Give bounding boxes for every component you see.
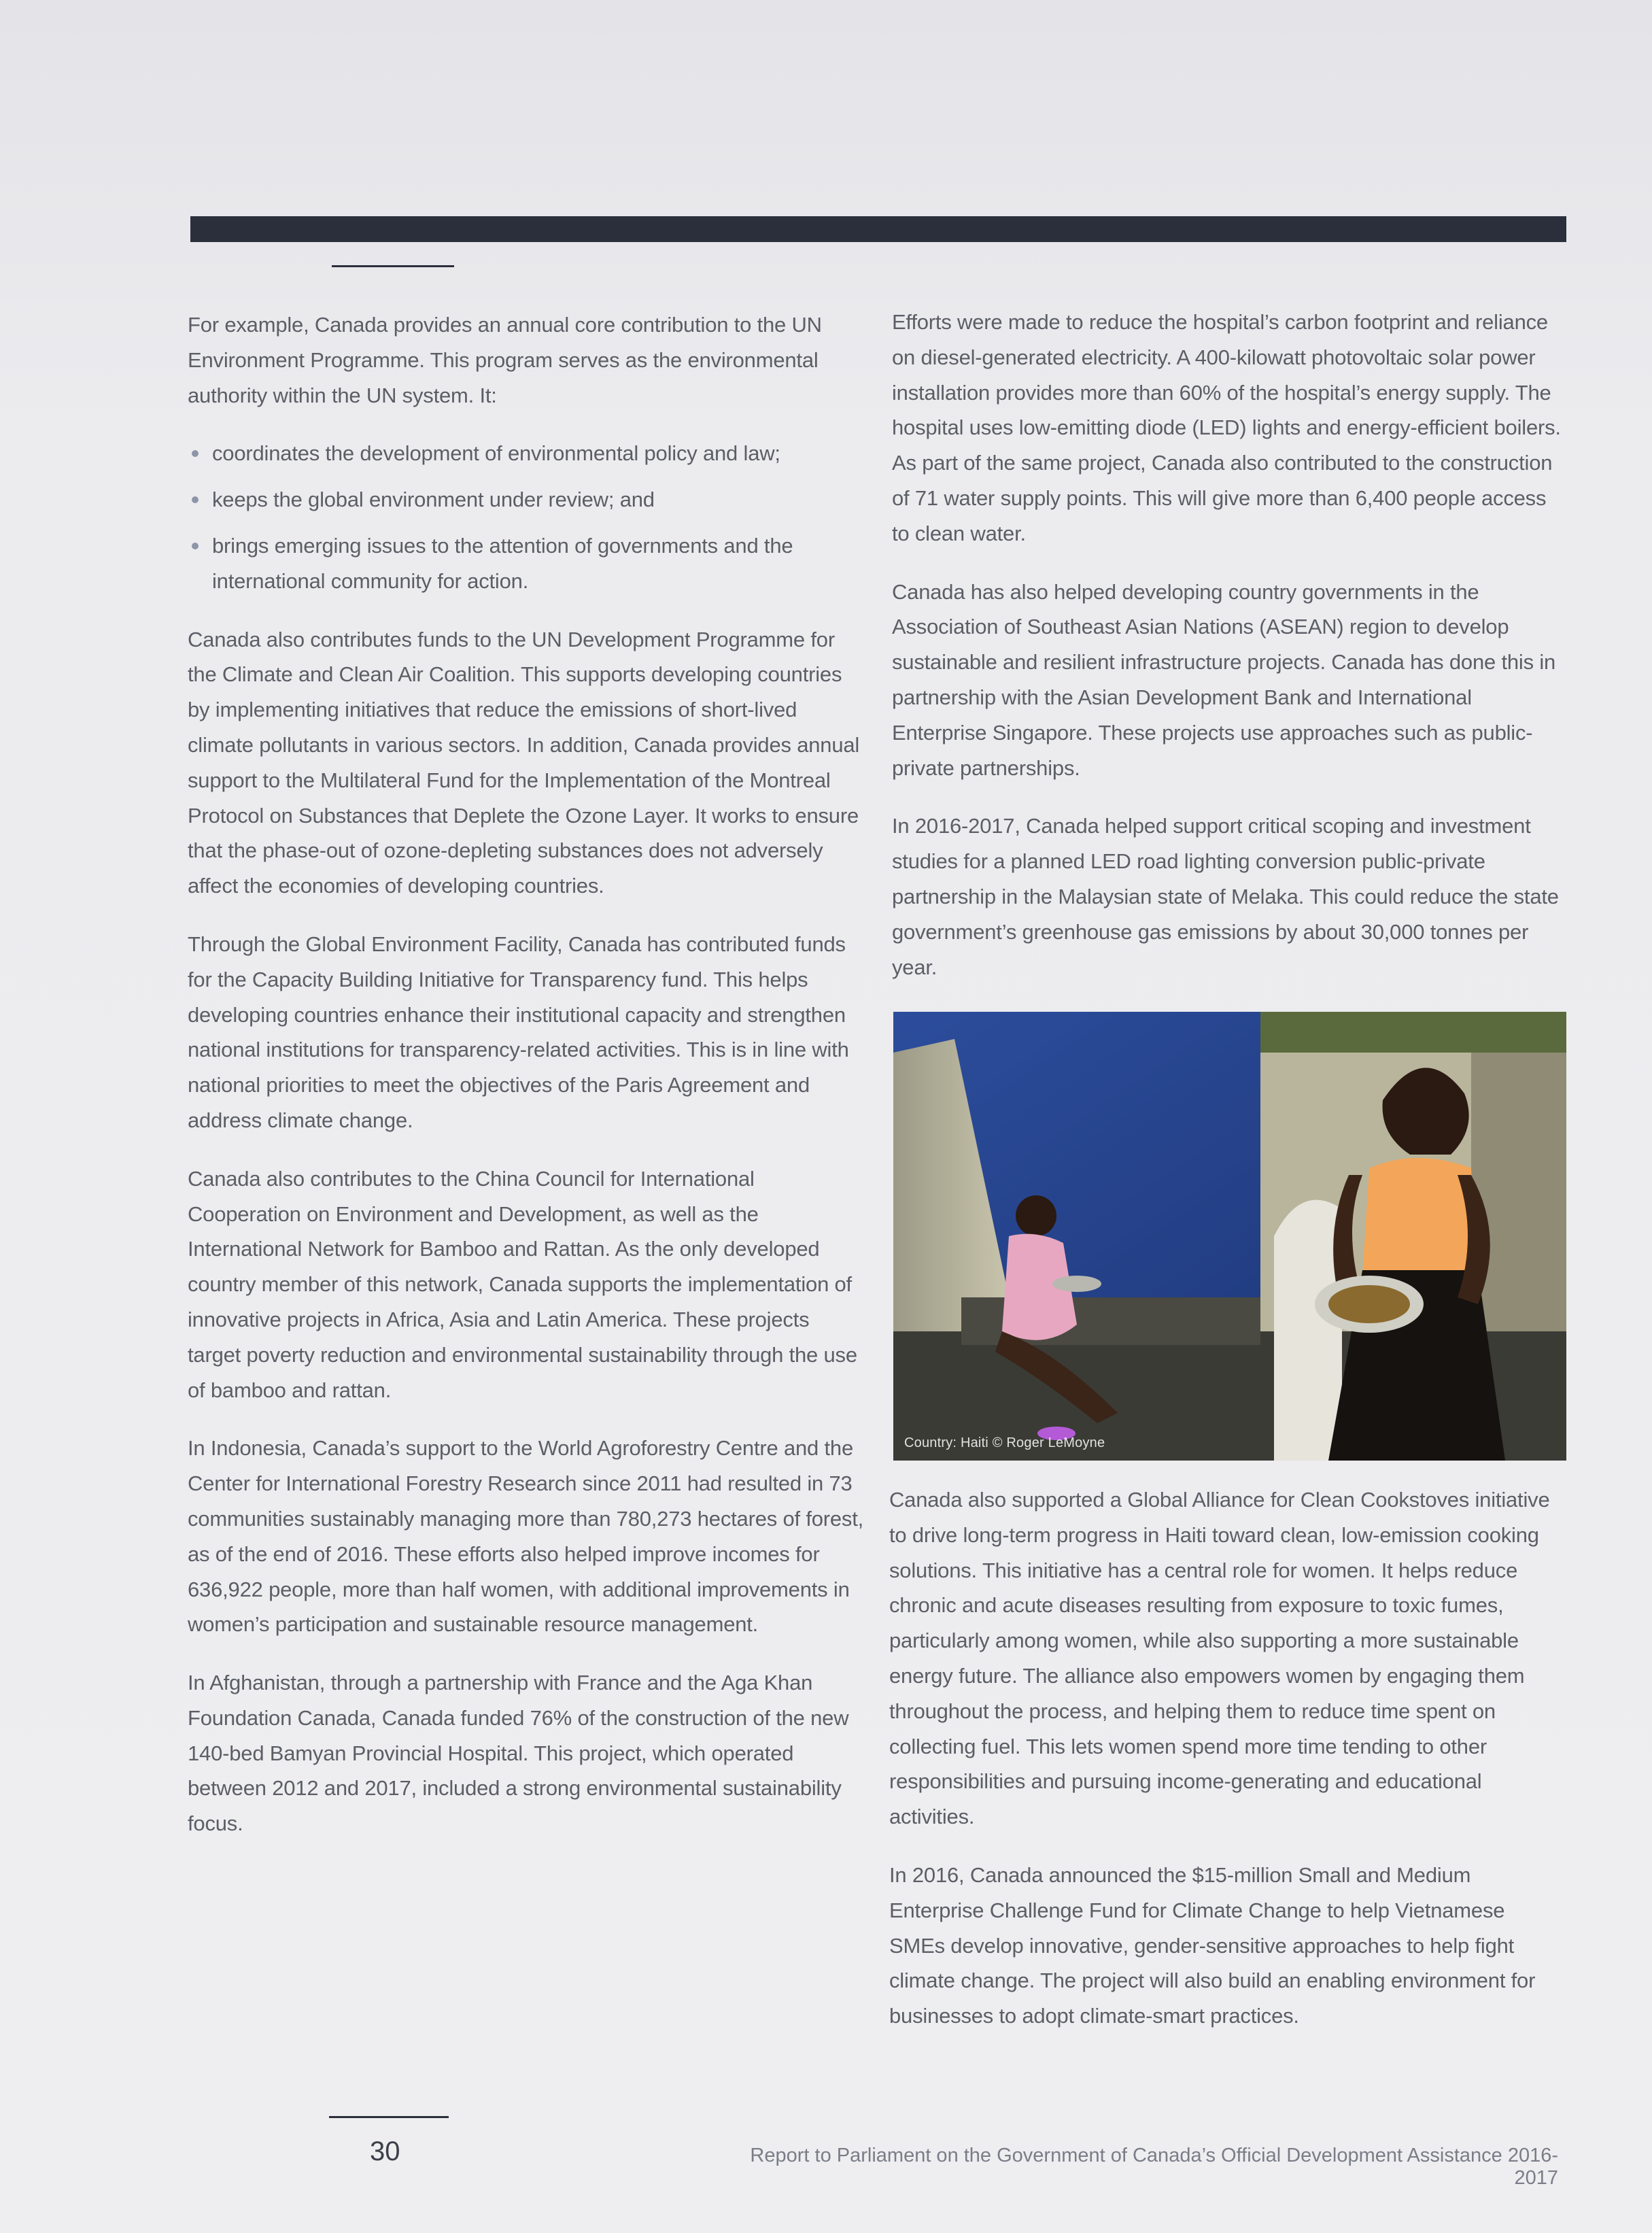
paragraph: For example, Canada provides an annual core contribution to the UN Environment Programme. This program serves as the environmental authority within the UN system. It: <box>188 313 822 407</box>
bullet-item: keeps the global environment under review; and <box>188 482 867 517</box>
bullet-list <box>188 436 867 598</box>
page-number: 30 <box>370 2136 400 2166</box>
bullet-item: coordinates the development of environmental policy and law; <box>188 436 867 471</box>
accent-rule-top <box>332 265 454 267</box>
right-column-bottom <box>889 1482 1565 2057</box>
paragraph: Through the Global Environment Facility, Canada has contributed funds for the Capacity Building Initiative for Transparency fund. This helps developing countries enhance their institutional capacity and strengthen national institutions for transparency-related activities. This is in line with national priorities to meet the objectives of the Paris Agreement and address climate change. <box>188 932 849 1132</box>
paragraph: In 2016-2017, Canada helped support critical scoping and investment studies for a planned LED road lighting conversion public-private partnership in the Malaysian state of Melaka. This could reduce the state government’s greenhouse gas emissions by about 30,000 tonnes per year. <box>892 814 1559 979</box>
paragraph: Canada also contributes to the China Council for International Cooperation on Environment and Development, as well as the International Network for Bamboo and Rattan. As the only developed country member of this network, Canada supports the implementation of innovative projects in Africa, Asia and Latin America. These projects target poverty reduction and environmental sustainability through the use of bamboo and rattan. <box>188 1166 857 1402</box>
header-bar <box>190 216 1566 242</box>
paragraph: In 2016, Canada announced the $15-million Small and Medium Enterprise Challenge Fund for Climate Change to help Vietnamese SMEs develop innovative, gender-sensitive approaches to help fight climate change. The project will also build an enabling environment for businesses to adopt climate-smart practices. <box>889 1862 1536 2028</box>
right-column-top <box>892 305 1565 1008</box>
left-column <box>188 307 867 1864</box>
bullet-item: brings emerging issues to the attention of governments and the international community for action. <box>188 528 867 599</box>
paragraph: Canada has also helped developing country governments in the Association of Southeast Asian Nations (ASEAN) region to develop sustainable and resilient infrastructure projects. Canada has done this in partnership with the Asian Development Bank and International Enterprise Singapore. These projects use approaches such as public-private partnerships. <box>892 579 1556 780</box>
accent-rule-bottom <box>329 2116 449 2118</box>
paragraph: Canada also contributes funds to the UN Development Programme for the Climate and Clean Air Coalition. This supports developing countries by implementing initiatives that reduce the emissions of short-lived climate pollutants in various sectors. In addition, Canada provides annual support to the Multilateral Fund for the Implementation of the Montreal Protocol on Substances that Deplete the Ozone Layer. It works to ensure that the phase-out of ozone-depleting substances does not adversely affect the economies of developing countries. <box>188 627 860 898</box>
paragraph: Canada also supported a Global Alliance for Clean Cookstoves initiative to drive long-term progress in Haiti toward clean, low-emission cooking solutions. This initiative has a central role for women. It helps reduce chronic and acute diseases resulting from exposure to toxic fumes, particularly among women, while also supporting a more sustainable energy future. The alliance also empowers women by engaging them throughout the process, and helping them to reduce time spent on collecting fuel. This lets women spend more time tending to other responsibilities and pursuing income-generating and educational activities. <box>889 1488 1550 1829</box>
haiti-photo <box>893 1012 1566 1461</box>
paragraph: In Afghanistan, through a partnership with France and the Aga Khan Foundation Canada, Canada funded 76% of the construction of the new 140-bed Bamyan Provincial Hospital. This project, which operated between 2012 and 2017, included a strong environmental sustainability focus. <box>188 1671 849 1836</box>
paragraph: In Indonesia, Canada’s support to the World Agroforestry Centre and the Center for International Forestry Research since 2011 had resulted in 73 communities sustainably managing more than 780,273 hectares of forest, as of the end of 2016. These efforts also helped improve incomes for 636,922 people, more than half women, with additional improvements in women’s participation and sustainable resource management. <box>188 1436 864 1637</box>
photo-caption: Country: Haiti © Roger LeMoyne <box>904 1435 1105 1450</box>
footer-title: Report to Parliament on the Government of Canada’s Official Development Assistance 2016-2017 <box>750 2145 1558 2189</box>
paragraph: Efforts were made to reduce the hospital’s carbon footprint and reliance on diesel-generated electricity. A 400-kilowatt photovoltaic solar power installation provides more than 60% of the hospital’s energy supply. The hospital uses low-emitting diode (LED) lights and energy-efficient boilers. As part of the same project, Canada also contributed to the construction of 71 water supply points. This will give more than 6,400 people access to clean water. <box>892 310 1561 545</box>
photo-illustration <box>893 1012 1566 1461</box>
